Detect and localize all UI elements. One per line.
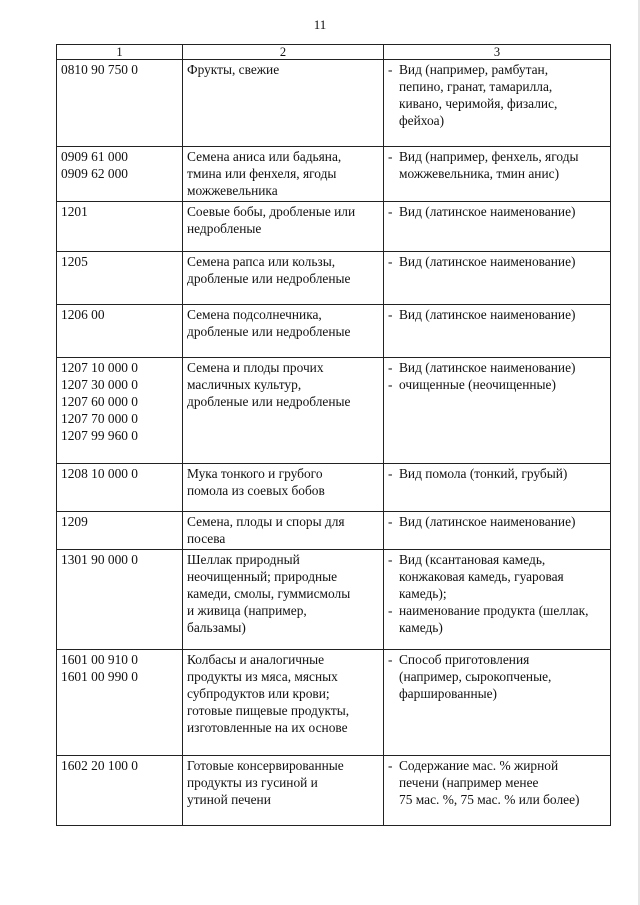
- product-name-line: тмина или фенхеля, ягоды: [187, 166, 337, 181]
- product-name-cell: [183, 650, 384, 756]
- product-name-line: Семена подсолнечника,: [187, 307, 322, 322]
- table-row: [57, 358, 611, 464]
- table-row: [57, 305, 611, 358]
- attribute-line: фейхоа): [399, 113, 445, 128]
- product-name-line: и живица (например,: [187, 603, 307, 618]
- product-name-line: продукты из мяса, мясных: [187, 669, 338, 684]
- attributes-cell: [384, 60, 611, 147]
- table-row: [57, 464, 611, 512]
- attribute-list: [388, 757, 606, 808]
- attribute-list: [388, 551, 606, 636]
- tn-ved-code: 1207 70 000 0: [61, 411, 138, 426]
- attribute-line: - Вид (латинское наименование): [399, 254, 576, 269]
- attribute-list: [388, 465, 606, 482]
- product-name-line: утиной печени: [187, 792, 271, 807]
- header-col-2: 2: [183, 45, 384, 60]
- header-row: [57, 45, 611, 60]
- product-name-line: Семена рапса или кользы,: [187, 254, 336, 269]
- attribute-line: - Вид (латинское наименование): [399, 514, 576, 529]
- attribute-item: [388, 551, 606, 602]
- attribute-line: - Вид помола (тонкий, грубый): [399, 466, 568, 481]
- attribute-list: [388, 253, 606, 270]
- attribute-item: [388, 757, 606, 808]
- product-name-cell: [183, 252, 384, 305]
- tn-ved-code: 1601 00 990 0: [61, 669, 138, 684]
- product-name-line: неочищенный; природные: [187, 569, 338, 584]
- tn-ved-code: 0909 62 000: [61, 166, 128, 181]
- attribute-line: - Способ приготовления: [399, 652, 530, 667]
- attribute-list: [388, 513, 606, 530]
- code-cell: [57, 305, 183, 358]
- product-name-line: дробленые или недробленые: [187, 324, 351, 339]
- code-cell: [57, 550, 183, 650]
- tn-ved-code: 1207 30 000 0: [61, 377, 138, 392]
- attribute-list: [388, 203, 606, 220]
- header-col-1: 1: [57, 45, 183, 60]
- attribute-line: - Содержание мас. % жирной: [399, 758, 559, 773]
- table-row: [57, 252, 611, 305]
- table-row: [57, 512, 611, 550]
- table-row: [57, 202, 611, 252]
- tn-ved-code: 1209: [61, 514, 88, 529]
- product-name-line: Семена, плоды и споры для: [187, 514, 345, 529]
- tn-ved-code: 0810 90 750 0: [61, 62, 138, 77]
- tn-ved-code: 1601 00 910 0: [61, 652, 138, 667]
- product-name-cell: [183, 550, 384, 650]
- attribute-line: кивано, черимойя, физалис,: [399, 96, 558, 111]
- product-name-line: изготовленные на их основе: [187, 720, 348, 735]
- product-name-line: готовые пищевые продукты,: [187, 703, 350, 718]
- code-cell: [57, 60, 183, 147]
- attribute-item: [388, 651, 606, 702]
- tn-ved-code: 1207 10 000 0: [61, 360, 138, 375]
- attributes-cell: [384, 550, 611, 650]
- attribute-item: [388, 376, 606, 393]
- product-name-cell: [183, 60, 384, 147]
- code-cell: [57, 202, 183, 252]
- code-cell: [57, 512, 183, 550]
- product-name-line: можжевельника: [187, 183, 278, 198]
- product-name-cell: [183, 305, 384, 358]
- product-name-line: продукты из гусиной и: [187, 775, 318, 790]
- attribute-line: 75 мас. %, 75 мас. % или более): [399, 792, 580, 807]
- header-col-3: 3: [384, 45, 611, 60]
- attribute-line: - Вид (латинское наименование): [399, 307, 576, 322]
- attribute-line: - Вид (например, рамбутан,: [399, 62, 549, 77]
- product-name-line: дробленые или недробленые: [187, 271, 351, 286]
- attribute-item: [388, 465, 606, 482]
- attribute-list: [388, 651, 606, 702]
- table-row: [57, 756, 611, 826]
- attribute-line: печени (например менее: [399, 775, 539, 790]
- tn-ved-code: 0909 61 000: [61, 149, 128, 164]
- attributes-cell: [384, 252, 611, 305]
- product-name-line: Готовые консервированные: [187, 758, 344, 773]
- product-name-line: субпродуктов или крови;: [187, 686, 330, 701]
- tn-ved-code: 1301 90 000 0: [61, 552, 138, 567]
- attributes-cell: [384, 358, 611, 464]
- attribute-item: [388, 513, 606, 530]
- product-name-line: бальзамы): [187, 620, 246, 635]
- attribute-line: камедь);: [399, 586, 447, 601]
- product-name-cell: [183, 202, 384, 252]
- code-cell: [57, 252, 183, 305]
- attribute-line: - Вид (латинское наименование): [399, 204, 576, 219]
- tn-ved-code: 1207 99 960 0: [61, 428, 138, 443]
- attribute-line: - очищенные (неочищенные): [399, 377, 556, 392]
- attribute-list: [388, 359, 606, 393]
- product-name-line: Фрукты, свежие: [187, 62, 280, 77]
- tn-ved-code: 1205: [61, 254, 88, 269]
- product-name-line: посева: [187, 531, 226, 546]
- product-name-line: масличных культур,: [187, 377, 302, 392]
- code-cell: [57, 756, 183, 826]
- table-row: [57, 147, 611, 202]
- product-name-cell: [183, 756, 384, 826]
- product-name-line: Мука тонкого и грубого: [187, 466, 323, 481]
- attribute-line: (например, сырокопченые,: [399, 669, 552, 684]
- attribute-line: - Вид (латинское наименование): [399, 360, 576, 375]
- code-cell: [57, 650, 183, 756]
- code-cell: [57, 358, 183, 464]
- table-row: [57, 550, 611, 650]
- product-name-line: Колбасы и аналогичные: [187, 652, 325, 667]
- attributes-cell: [384, 147, 611, 202]
- attributes-cell: [384, 756, 611, 826]
- attribute-line: пепино, гранат, тамарилла,: [399, 79, 553, 94]
- attribute-line: - Вид (например, фенхель, ягоды: [399, 149, 579, 164]
- table-row: [57, 650, 611, 756]
- tn-ved-code: 1207 60 000 0: [61, 394, 138, 409]
- product-name-line: Семена аниса или бадьяна,: [187, 149, 342, 164]
- tn-ved-code: 1201: [61, 204, 88, 219]
- attribute-line: можжевельника, тмин анис): [399, 166, 560, 181]
- attribute-line: камедь): [399, 620, 443, 635]
- attribute-item: [388, 306, 606, 323]
- product-name-line: дробленые или недробленые: [187, 394, 351, 409]
- product-name-cell: [183, 147, 384, 202]
- attributes-cell: [384, 202, 611, 252]
- attribute-line: конжаковая камедь, гуаровая: [399, 569, 564, 584]
- attribute-line: - наименование продукта (шеллак,: [399, 603, 589, 618]
- product-name-line: Шеллак природный: [187, 552, 300, 567]
- attribute-item: [388, 148, 606, 182]
- attribute-line: фаршированные): [399, 686, 498, 701]
- product-name-cell: [183, 512, 384, 550]
- product-name-line: Соевые бобы, дробленые или: [187, 204, 356, 219]
- table-row: [57, 60, 611, 147]
- attributes-cell: [384, 464, 611, 512]
- attribute-line: - Вид (ксантановая камедь,: [399, 552, 546, 567]
- product-name-cell: [183, 358, 384, 464]
- code-cell: [57, 147, 183, 202]
- attribute-item: [388, 253, 606, 270]
- product-name-line: Семена и плоды прочих: [187, 360, 324, 375]
- product-name-line: недробленые: [187, 221, 262, 236]
- tn-ved-code: 1602 20 100 0: [61, 758, 138, 773]
- code-cell: [57, 464, 183, 512]
- attributes-cell: [384, 305, 611, 358]
- attribute-list: [388, 306, 606, 323]
- attribute-list: [388, 148, 606, 182]
- page-number: 11: [313, 17, 327, 32]
- attribute-item: [388, 203, 606, 220]
- attribute-item: [388, 602, 606, 636]
- tn-ved-code: 1206 00: [61, 307, 105, 322]
- attribute-list: [388, 61, 606, 129]
- table-body: [57, 60, 611, 826]
- classification-table-container: [56, 44, 610, 826]
- attributes-cell: [384, 512, 611, 550]
- product-name-line: камеди, смолы, гуммисмолы: [187, 586, 351, 601]
- attributes-cell: [384, 650, 611, 756]
- attribute-item: [388, 359, 606, 376]
- product-name-cell: [183, 464, 384, 512]
- tn-ved-code: 1208 10 000 0: [61, 466, 138, 481]
- classification-table: [56, 44, 611, 826]
- attribute-item: [388, 61, 606, 129]
- product-name-line: помола из соевых бобов: [187, 483, 325, 498]
